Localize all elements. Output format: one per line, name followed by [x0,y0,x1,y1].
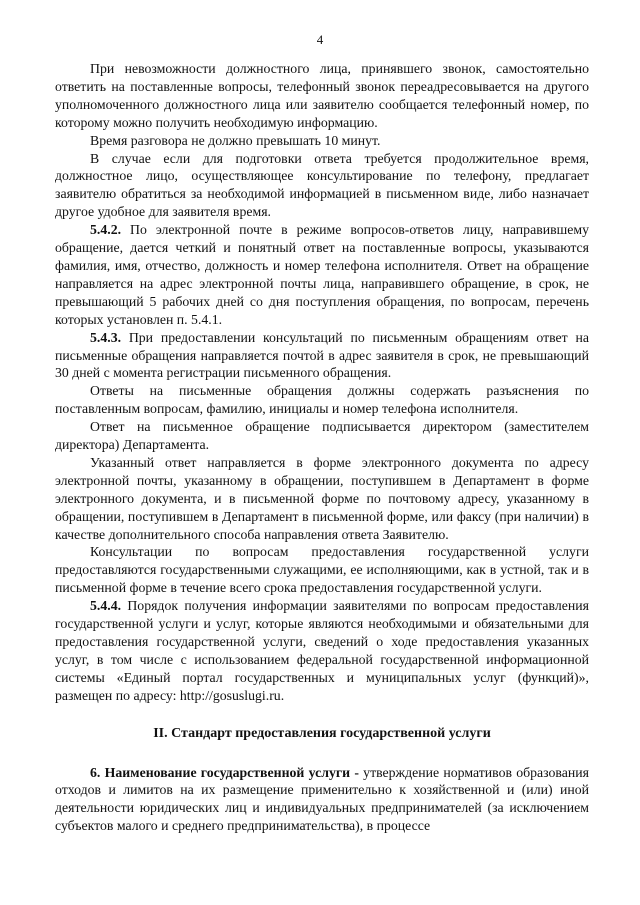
paragraph-signature [55,418,589,454]
clause-number: 5.4.3. [90,329,122,345]
clause-number: 5.4.4. [90,598,122,614]
paragraph-call-duration [55,132,589,150]
paragraph-text: По электронной почте в режиме вопросов-ответов лицу, направившему обращение, дается четкий и понятный ответ на поставленные вопросы, указываются фамилия, имя, отчество, должность и номер телефона исполнителя. Ответ на обращение направляется на адрес электронной почты лица, направившего обращение, в срок, не превышающий 5 рабочих дней со дня поступления обращения, по вопросам, перечень которых установлен п. 5.4.1. [55,222,589,327]
paragraph-consultations [55,543,589,597]
service-name-label: 6. Наименование государственной услуги - [90,764,359,780]
paragraph-written-answers [55,382,589,418]
paragraph-answer-delivery [55,454,589,544]
paragraph-phone-redirect [55,60,589,132]
page-number: 4 [316,32,324,47]
paragraph-text: При невозможности должностного лица, принявшего звонок, самостоятельно ответить на поставленные вопросы, телефонный звонок переадресовывается на другого уполномоченного должностного лица или заявителю сообщается телефонный номер, по которому можно получить необходимую информацию. [55,61,589,130]
clause-number: 5.4.2. [90,222,122,238]
paragraph-text: Порядок получения информации заявителями по вопросам предоставления государственной услуги и услуг, которые являются необходимыми и обязательными для предоставления государственной услуги, сведений о ходе предоставления указанных услуг, в том числе с использованием федеральной государственной информационной системы «Единый портал государственных и муниципальных услуг (функций)», размещен по адресу: http://gosuslugi.ru. [55,598,589,703]
section-heading: II. Стандарт предоставления государственной услуги [153,725,491,741]
paragraph-text: Консультации по вопросам предоставления государственной услуги предоставляются государственными служащими, ее исполняющими, как в устной, так и в письменной форме в течение всего срока предоставления государственной услуги. [55,544,589,596]
paragraph-text: Время разговора не должно превышать 10 минут. [90,132,381,148]
paragraph-5-4-3 [55,329,589,383]
paragraph-text: Указанный ответ направляется в форме электронного документа по адресу электронной почты, указанному в обращении, поступившем в Департамент в форме электронного документа, и в письменной форме по почтовому адресу, указанному в обращении, поступившем в Департамент в письменной форме, или факсу (при наличии) в качестве дополнительного способа направления ответа Заявителю. [55,454,589,542]
paragraph-text: В случае если для подготовки ответа требуется продолжительное время, должностное лицо, осуществляющее консультирование по телефону, предлагает заявителю обратиться за необходимой информацией в письменном виде, либо назначает другое удобное для заявителя время. [55,150,589,220]
document-body [55,60,589,835]
paragraph-text: Ответы на письменные обращения должны содержать разъяснения по поставленным вопросам, фамилию, инициалы и номер телефона исполнителя. [55,383,589,417]
paragraph-text: При предоставлении консультаций по письменным обращениям ответ на письменные обращения направляется почтой в адрес заявителя в срок, не превышающий 30 дней с момента регистрации письменного обращения. [55,329,589,381]
paragraph-text: утверждение нормативов образования отходов и лимитов на их размещение применительно к хозяйственной и (или) иной деятельности юридических лиц и индивидуальных предпринимателей (за исключением субъектов малого и среднего предпринимательства), в процессе [55,764,590,834]
paragraph-text: Ответ на письменное обращение подписывается директором (заместителем директора) Департамента. [55,419,589,453]
paragraph-long-answer [55,150,589,222]
paragraph-5-4-2 [55,221,589,328]
paragraph-service-name [55,764,589,836]
paragraph-5-4-4 [55,597,589,704]
